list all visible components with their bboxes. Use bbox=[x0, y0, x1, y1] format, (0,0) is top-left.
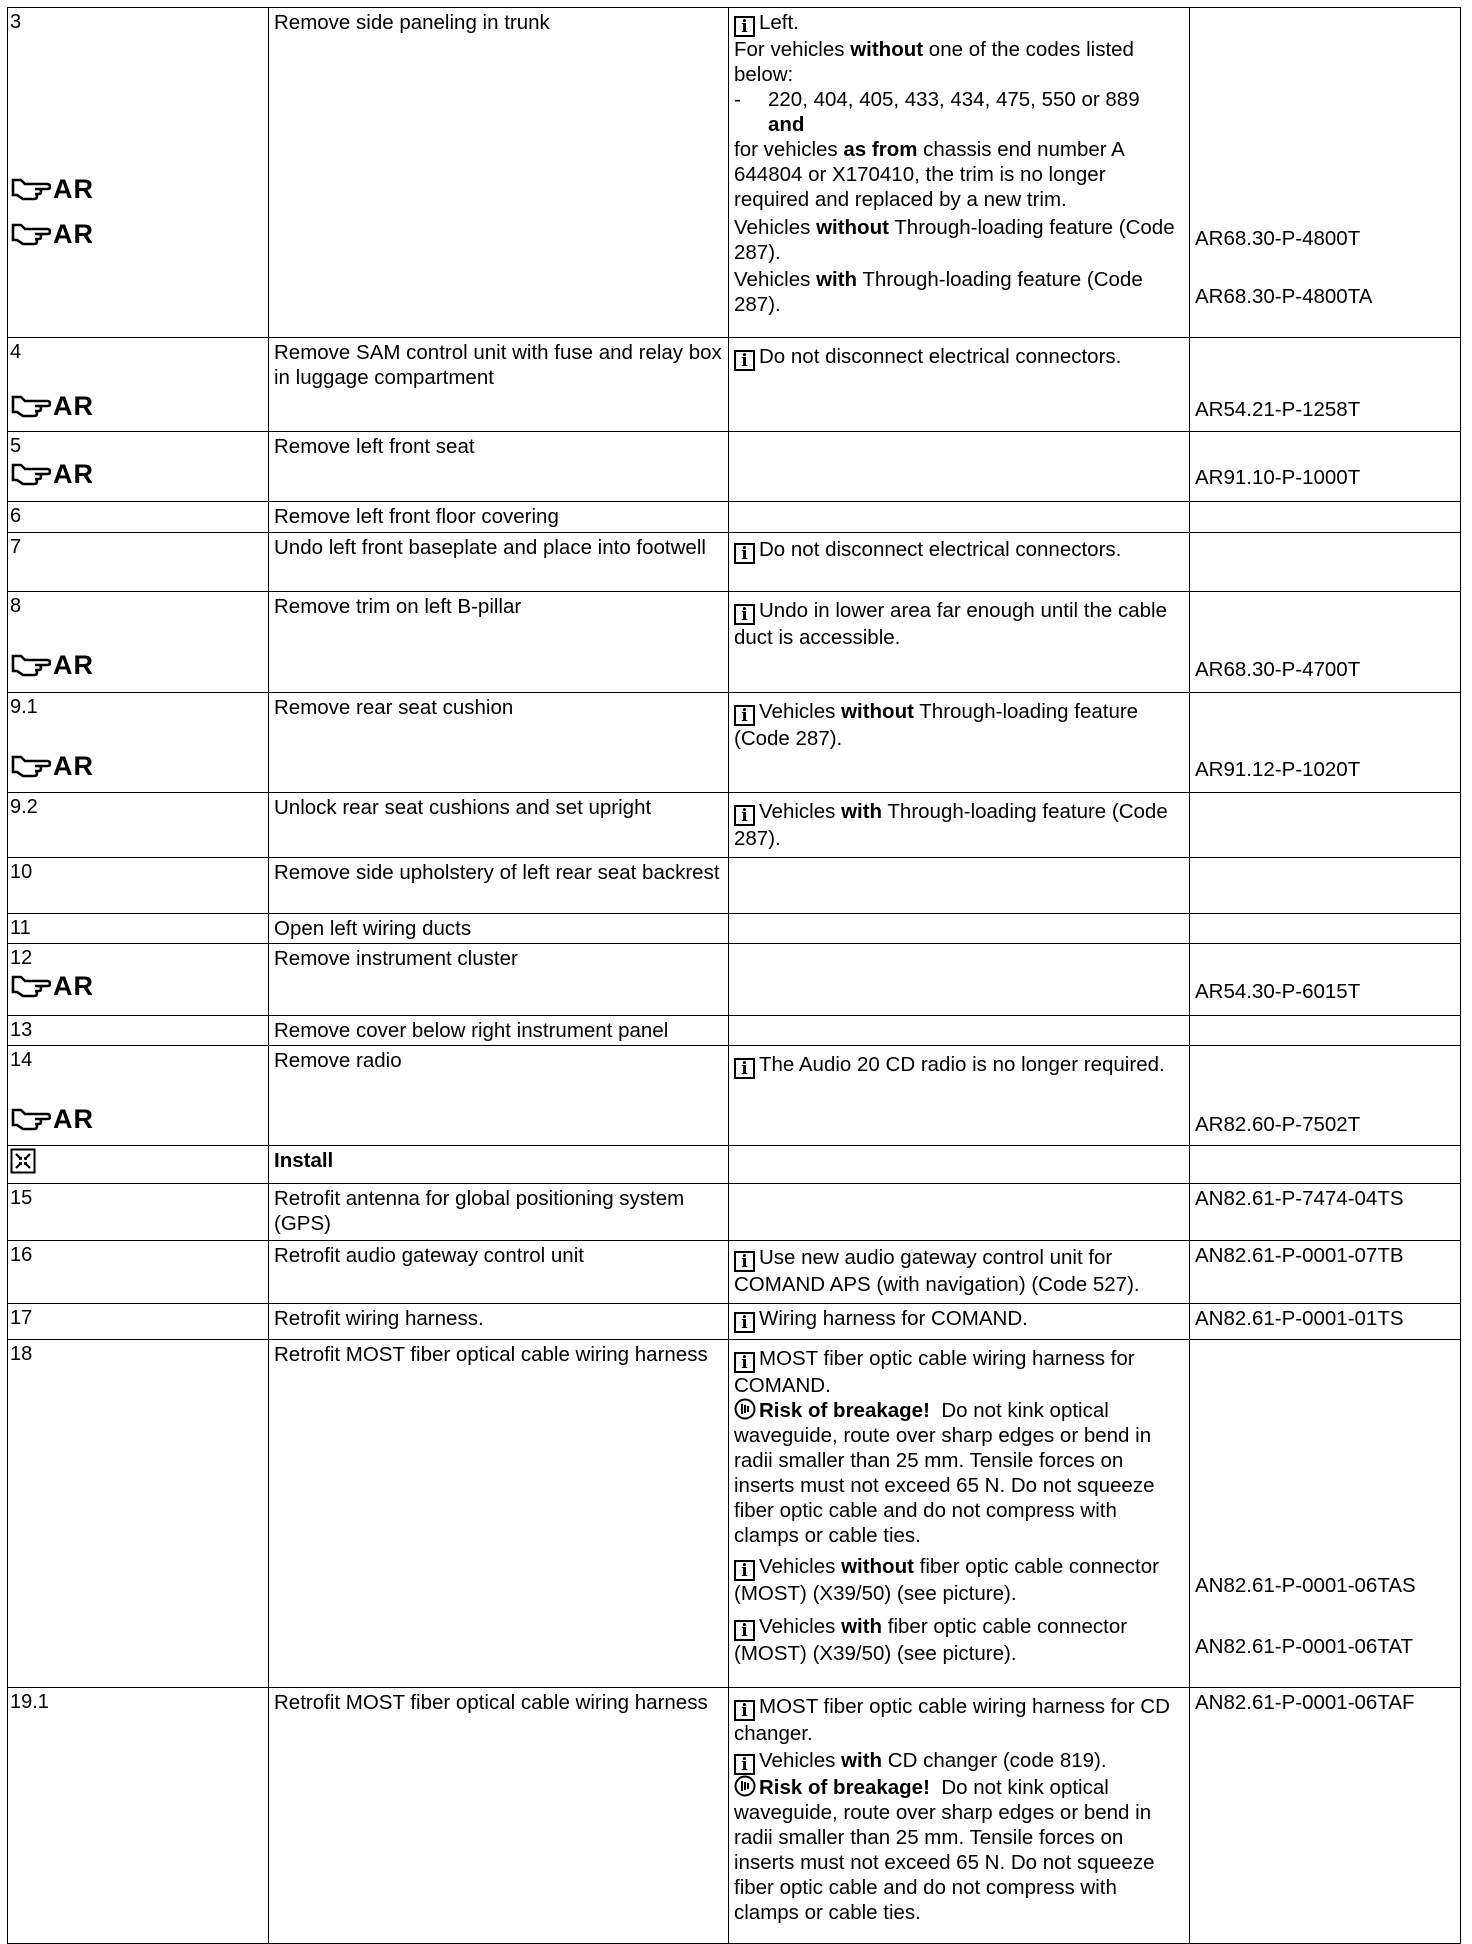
info-icon: i bbox=[734, 1251, 755, 1272]
ar-reference-link[interactable] bbox=[11, 218, 94, 249]
info-icon: i bbox=[734, 604, 755, 625]
description-cell bbox=[269, 432, 729, 502]
step-description: Remove cover below right instrument panel bbox=[274, 1019, 669, 1042]
notes-cell bbox=[729, 693, 1190, 793]
step-cell bbox=[8, 793, 269, 858]
reference-link[interactable]: AR68.30-P-4700T bbox=[1195, 658, 1361, 681]
note-emphasis: with bbox=[816, 268, 858, 291]
note-text: Through-loading feature (Code 287). bbox=[734, 216, 1175, 264]
note-emphasis: as from bbox=[843, 138, 918, 161]
description-cell bbox=[269, 502, 729, 533]
notes-cell bbox=[729, 944, 1190, 1016]
note-emphasis: without bbox=[816, 216, 889, 239]
table-row bbox=[8, 793, 1461, 858]
step-description: Remove left front seat bbox=[274, 435, 475, 458]
notes-cell bbox=[729, 1340, 1190, 1688]
step-number: 15 bbox=[10, 1187, 33, 1209]
note-text: Vehicles bbox=[759, 1615, 836, 1638]
note-emphasis: with bbox=[841, 800, 883, 823]
reference-link[interactable]: AR91.12-P-1020T bbox=[1195, 758, 1361, 781]
notes-cell bbox=[729, 8, 1190, 338]
step-number: 3 bbox=[10, 11, 22, 33]
step-cell bbox=[8, 533, 269, 592]
info-icon: i bbox=[734, 16, 755, 37]
step-description: Remove side paneling in trunk bbox=[274, 11, 550, 34]
reference-link[interactable]: AR68.30-P-4800TA bbox=[1195, 285, 1373, 308]
reference-cell bbox=[1190, 914, 1461, 944]
step-cell bbox=[8, 693, 269, 793]
info-icon: i bbox=[734, 1058, 755, 1079]
reference-cell bbox=[1190, 1688, 1461, 1944]
step-description: Retrofit wiring harness. bbox=[274, 1307, 484, 1330]
note-text: Vehicles bbox=[759, 1749, 836, 1772]
note-text: Vehicles bbox=[759, 1555, 836, 1578]
note-text: Vehicles bbox=[734, 216, 811, 239]
reference-cell bbox=[1190, 1184, 1461, 1241]
reference-cell bbox=[1190, 1146, 1461, 1184]
notes-cell bbox=[729, 1016, 1190, 1046]
ar-label: AR bbox=[53, 649, 94, 680]
note-text: chassis end number A 644804 or X170410, the trim is no longer required and replaced by a new trim. bbox=[734, 138, 1124, 211]
note-text: Through-loading feature (Code 287). bbox=[734, 268, 1143, 316]
reference-cell bbox=[1190, 1016, 1461, 1046]
step-cell bbox=[8, 1241, 269, 1304]
reference-cell bbox=[1190, 338, 1461, 432]
note-text: Vehicles bbox=[759, 700, 836, 723]
step-cell bbox=[8, 1304, 269, 1340]
step-cell bbox=[8, 8, 269, 338]
step-number: 9.2 bbox=[10, 796, 38, 818]
description-cell bbox=[269, 1241, 729, 1304]
ar-reference-link[interactable] bbox=[11, 970, 94, 1001]
info-icon: i bbox=[734, 1754, 755, 1775]
table-row bbox=[8, 1688, 1461, 1944]
description-cell bbox=[269, 1184, 729, 1241]
ar-label: AR bbox=[53, 218, 94, 249]
description-cell bbox=[269, 858, 729, 914]
step-cell bbox=[8, 1184, 269, 1241]
description-cell bbox=[269, 944, 729, 1016]
reference-link[interactable]: AR54.21-P-1258T bbox=[1195, 398, 1361, 421]
description-cell bbox=[269, 1146, 729, 1184]
ar-reference-link[interactable] bbox=[11, 173, 94, 204]
step-description: Retrofit antenna for global positioning system (GPS) bbox=[274, 1187, 685, 1235]
warning-icon bbox=[734, 1398, 756, 1420]
note-emphasis: and bbox=[768, 113, 805, 136]
info-icon: i bbox=[734, 543, 755, 564]
notes-cell bbox=[729, 1304, 1190, 1340]
install-icon bbox=[10, 1148, 36, 1174]
ar-reference-link[interactable] bbox=[11, 649, 94, 680]
step-cell bbox=[8, 914, 269, 944]
table-row bbox=[8, 338, 1461, 432]
step-description: Retrofit audio gateway control unit bbox=[274, 1244, 584, 1267]
table-row bbox=[8, 1184, 1461, 1241]
step-number: 18 bbox=[10, 1343, 33, 1365]
table-row bbox=[8, 944, 1461, 1016]
note-text: Do not disconnect electrical connectors. bbox=[759, 345, 1122, 368]
step-description: Remove instrument cluster bbox=[274, 947, 518, 970]
note-text: MOST fiber optic cable wiring harness for CD changer. bbox=[734, 1695, 1170, 1745]
step-number: 4 bbox=[10, 341, 22, 363]
info-icon: i bbox=[734, 1560, 755, 1581]
reference-link[interactable]: AR91.10-P-1000T bbox=[1195, 466, 1361, 489]
reference-cell bbox=[1190, 432, 1461, 502]
table-row bbox=[8, 858, 1461, 914]
step-description: Open left wiring ducts bbox=[274, 917, 472, 940]
step-description: Remove left front floor covering bbox=[274, 505, 559, 528]
reference-cell bbox=[1190, 502, 1461, 533]
pointing-hand-icon bbox=[11, 221, 51, 247]
reference-cell bbox=[1190, 1340, 1461, 1688]
reference-cell bbox=[1190, 533, 1461, 592]
note-text: Vehicles bbox=[734, 268, 811, 291]
ar-label: AR bbox=[53, 173, 94, 204]
ar-label: AR bbox=[53, 390, 94, 421]
reference-link[interactable]: AR54.30-P-6015T bbox=[1195, 980, 1361, 1003]
ar-label: AR bbox=[53, 458, 94, 489]
table-row bbox=[8, 693, 1461, 793]
description-cell bbox=[269, 914, 729, 944]
step-description: Remove rear seat cushion bbox=[274, 696, 514, 719]
note-text: Through-loading feature (Code 287). bbox=[734, 700, 1139, 750]
step-description: Remove radio bbox=[274, 1049, 402, 1072]
procedure-table bbox=[7, 7, 1461, 1944]
ar-reference-link[interactable] bbox=[11, 390, 94, 421]
info-icon: i bbox=[734, 1700, 755, 1721]
step-cell bbox=[8, 858, 269, 914]
notes-cell bbox=[729, 338, 1190, 432]
code-list bbox=[734, 87, 1184, 112]
reference-link[interactable]: AN82.61-P-0001-06TAT bbox=[1195, 1635, 1414, 1658]
code-values: 220, 404, 405, 433, 434, 475, 550 or 889 bbox=[768, 88, 1140, 111]
pointing-hand-icon bbox=[11, 652, 51, 678]
reference-link[interactable]: AR82.60-P-7502T bbox=[1195, 1113, 1361, 1136]
pointing-hand-icon bbox=[11, 176, 51, 202]
reference-link[interactable]: AN82.61-P-0001-07TB bbox=[1195, 1244, 1404, 1267]
step-number: 14 bbox=[10, 1049, 33, 1071]
reference-cell bbox=[1190, 693, 1461, 793]
reference-cell bbox=[1190, 1304, 1461, 1340]
step-cell bbox=[8, 1340, 269, 1688]
ar-label: AR bbox=[53, 750, 94, 781]
reference-cell bbox=[1190, 592, 1461, 693]
reference-link[interactable]: AN82.61-P-7474-04TS bbox=[1195, 1187, 1404, 1210]
step-cell bbox=[8, 592, 269, 693]
ar-reference-link[interactable] bbox=[11, 750, 94, 781]
notes-cell bbox=[729, 1241, 1190, 1304]
ar-label: AR bbox=[53, 970, 94, 1001]
table-row bbox=[8, 592, 1461, 693]
list-dash: - bbox=[734, 88, 741, 111]
description-cell bbox=[269, 1046, 729, 1146]
note-text: Do not kink optical waveguide, route over sharp edges or bend in radii smaller than 25 mm. Tensile forces on inserts must not exceed 65 N. Do not squeeze fiber optic cable and do not compress with clamps or cable ties. bbox=[734, 1399, 1155, 1547]
notes-cell bbox=[729, 432, 1190, 502]
table-row bbox=[8, 1016, 1461, 1046]
step-number: 6 bbox=[10, 505, 22, 527]
table-row bbox=[8, 1146, 1461, 1184]
step-cell bbox=[8, 1046, 269, 1146]
risk-label: Risk of breakage! bbox=[759, 1399, 930, 1422]
step-number: 11 bbox=[10, 917, 31, 939]
step-number: 5 bbox=[10, 435, 22, 457]
list-item bbox=[734, 87, 1184, 112]
reference-cell bbox=[1190, 793, 1461, 858]
description-cell bbox=[269, 1016, 729, 1046]
info-icon: i bbox=[734, 350, 755, 371]
step-description: Retrofit MOST fiber optical cable wiring harness bbox=[274, 1343, 708, 1366]
pointing-hand-icon bbox=[11, 1106, 51, 1132]
step-description: Remove trim on left B-pillar bbox=[274, 595, 522, 618]
reference-cell bbox=[1190, 1241, 1461, 1304]
note-emphasis: with bbox=[841, 1615, 883, 1638]
step-cell bbox=[8, 1688, 269, 1944]
notes-cell bbox=[729, 1688, 1190, 1944]
info-icon: i bbox=[734, 1352, 755, 1373]
step-number: 10 bbox=[10, 861, 33, 883]
step-number: 9.1 bbox=[10, 696, 38, 718]
reference-cell bbox=[1190, 8, 1461, 338]
table-row bbox=[8, 1241, 1461, 1304]
note-text: MOST fiber optic cable wiring harness for COMAND. bbox=[734, 1347, 1135, 1397]
reference-cell bbox=[1190, 858, 1461, 914]
pointing-hand-icon bbox=[11, 973, 51, 999]
note-text: CD changer (code 819). bbox=[887, 1749, 1107, 1772]
ar-label: AR bbox=[53, 1103, 94, 1134]
note-text: The Audio 20 CD radio is no longer required. bbox=[759, 1053, 1165, 1076]
description-cell bbox=[269, 1688, 729, 1944]
note-emphasis: without bbox=[841, 1555, 914, 1578]
description-cell bbox=[269, 8, 729, 338]
notes-cell bbox=[729, 502, 1190, 533]
ar-reference-link[interactable] bbox=[11, 458, 94, 489]
description-cell bbox=[269, 533, 729, 592]
table-row bbox=[8, 1304, 1461, 1340]
step-description: Undo left front baseplate and place into footwell bbox=[274, 536, 706, 559]
info-icon: i bbox=[734, 805, 755, 826]
step-cell bbox=[8, 432, 269, 502]
step-description: Retrofit MOST fiber optical cable wiring harness bbox=[274, 1691, 708, 1714]
pointing-hand-icon bbox=[11, 753, 51, 779]
note-text: fiber optic cable connector (MOST) (X39/50) (see picture). bbox=[734, 1615, 1128, 1665]
description-cell bbox=[269, 592, 729, 693]
note-text: one of the codes listed below: bbox=[734, 38, 1134, 86]
reference-cell bbox=[1190, 1046, 1461, 1146]
step-description: Remove SAM control unit with fuse and relay box in luggage compartment bbox=[274, 341, 722, 389]
step-description: Remove side upholstery of left rear seat backrest bbox=[274, 861, 720, 884]
note-text: Through-loading feature (Code 287). bbox=[734, 800, 1168, 850]
note-text: Do not disconnect electrical connectors. bbox=[759, 538, 1122, 561]
step-cell bbox=[8, 1016, 269, 1046]
ar-reference-link[interactable] bbox=[11, 1103, 94, 1134]
table-row bbox=[8, 502, 1461, 533]
reference-link[interactable]: AR68.30-P-4800T bbox=[1195, 227, 1361, 250]
description-cell bbox=[269, 1340, 729, 1688]
section-heading: Install bbox=[274, 1149, 334, 1172]
description-cell bbox=[269, 338, 729, 432]
note-text: Undo in lower area far enough until the cable duct is accessible. bbox=[734, 599, 1167, 649]
step-cell bbox=[8, 1146, 269, 1184]
notes-cell bbox=[729, 592, 1190, 693]
step-description: Unlock rear seat cushions and set upright bbox=[274, 796, 652, 819]
table-row bbox=[8, 914, 1461, 944]
notes-cell bbox=[729, 1046, 1190, 1146]
note-text: Vehicles bbox=[759, 800, 836, 823]
table-row bbox=[8, 432, 1461, 502]
note-text: fiber optic cable connector (MOST) (X39/50) (see picture). bbox=[734, 1555, 1159, 1605]
table-row bbox=[8, 8, 1461, 338]
note-text: Wiring harness for COMAND. bbox=[759, 1307, 1028, 1330]
note-text: For vehicles bbox=[734, 38, 845, 61]
note-emphasis: without bbox=[841, 700, 914, 723]
info-icon: i bbox=[734, 1312, 755, 1333]
note-text: Left. bbox=[759, 11, 799, 34]
pointing-hand-icon bbox=[11, 461, 51, 487]
info-icon: i bbox=[734, 705, 755, 726]
table-row bbox=[8, 533, 1461, 592]
step-number: 17 bbox=[10, 1307, 33, 1329]
note-emphasis: with bbox=[841, 1749, 883, 1772]
description-cell bbox=[269, 1304, 729, 1340]
step-cell bbox=[8, 944, 269, 1016]
step-number: 8 bbox=[10, 595, 22, 617]
table-row bbox=[8, 1046, 1461, 1146]
risk-label: Risk of breakage! bbox=[759, 1776, 930, 1799]
description-cell bbox=[269, 693, 729, 793]
table-row bbox=[8, 1340, 1461, 1688]
pointing-hand-icon bbox=[11, 393, 51, 419]
reference-link[interactable]: AN82.61-P-0001-06TAF bbox=[1195, 1691, 1415, 1714]
note-text: for vehicles bbox=[734, 138, 838, 161]
note-text: Do not kink optical waveguide, route over sharp edges or bend in radii smaller than 25 mm. Tensile forces on inserts must not exceed 65 N. Do not squeeze fiber optic cable and do not compress with clamps or cable ties. bbox=[734, 1776, 1155, 1924]
step-number: 16 bbox=[10, 1244, 33, 1266]
description-cell bbox=[269, 793, 729, 858]
step-number: 19.1 bbox=[10, 1691, 49, 1713]
warning-icon bbox=[734, 1775, 756, 1797]
notes-cell bbox=[729, 858, 1190, 914]
notes-cell bbox=[729, 1184, 1190, 1241]
reference-cell bbox=[1190, 944, 1461, 1016]
reference-link[interactable]: AN82.61-P-0001-01TS bbox=[1195, 1307, 1404, 1330]
step-number: 13 bbox=[10, 1019, 33, 1041]
step-cell bbox=[8, 338, 269, 432]
notes-cell bbox=[729, 533, 1190, 592]
info-icon: i bbox=[734, 1620, 755, 1641]
notes-cell bbox=[729, 1146, 1190, 1184]
step-number: 12 bbox=[10, 947, 33, 969]
notes-cell bbox=[729, 914, 1190, 944]
note-emphasis: without bbox=[850, 38, 924, 61]
reference-link[interactable]: AN82.61-P-0001-06TAS bbox=[1195, 1574, 1416, 1597]
notes-cell bbox=[729, 793, 1190, 858]
step-cell bbox=[8, 502, 269, 533]
note-text: Use new audio gateway control unit for COMAND APS (with navigation) (Code 527). bbox=[734, 1246, 1140, 1296]
step-number: 7 bbox=[10, 536, 22, 558]
